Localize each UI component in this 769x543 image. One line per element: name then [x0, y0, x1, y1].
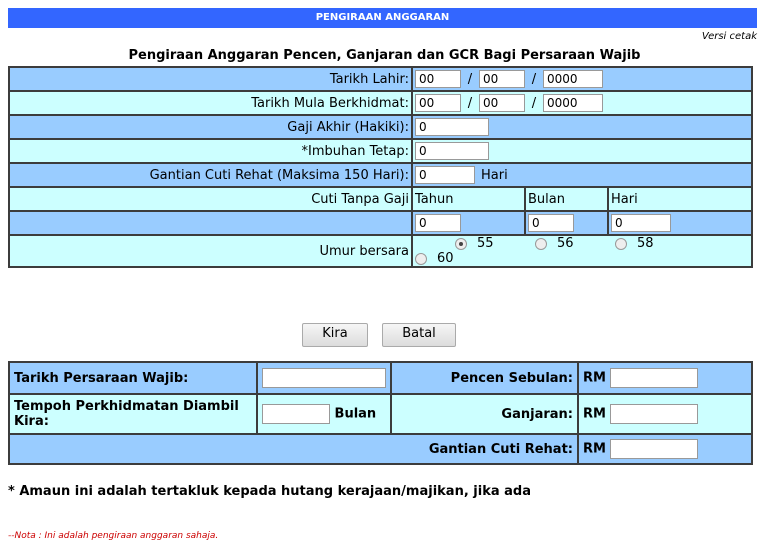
umur-option-55[interactable] — [415, 236, 535, 251]
cuti-bulan-cell — [525, 211, 608, 235]
imbuhan-tetap-input[interactable] — [415, 142, 489, 160]
tarikh-mula-year-input[interactable] — [543, 94, 603, 112]
kira-button[interactable]: Kira — [302, 323, 368, 347]
gantian-cuti-label: Gantian Cuti Rehat (Maksima 150 Hari): — [9, 163, 412, 187]
tempoh-perkhidmatan-output[interactable] — [262, 404, 330, 424]
cuti-hari-header: Hari — [608, 187, 752, 211]
gantian-cuti-rehat-label: Gantian Cuti Rehat: — [9, 434, 578, 464]
pencen-sebulan-output[interactable] — [610, 368, 698, 388]
gaji-akhir-label: Gaji Akhir (Hakiki): — [9, 115, 412, 139]
gantian-cuti-input[interactable] — [415, 166, 475, 184]
cuti-tahun-cell — [412, 211, 525, 235]
gantian-cuti-cell — [412, 163, 752, 187]
form-title: Pengiraan Anggaran Pencen, Ganjaran dan GCR Bagi Persaraan Wajib — [128, 48, 641, 63]
cuti-tahun-input[interactable] — [415, 214, 461, 232]
tarikh-lahir-label: Tarikh Lahir: — [9, 67, 412, 91]
gantian-cuti-rehat-output[interactable] — [610, 439, 698, 459]
calculation-form-table — [8, 66, 753, 268]
radio-icon[interactable] — [415, 253, 427, 265]
tarikh-mula-label: Tarikh Mula Berkhidmat: — [9, 91, 412, 115]
tempoh-perkhidmatan-label: Tempoh Perkhidmatan Diambil Kira: — [9, 394, 257, 434]
umur-option-label: 60 — [437, 251, 454, 266]
umur-option-56[interactable] — [535, 236, 615, 251]
tarikh-mula-cell: 00 /00 /0000 — [412, 91, 752, 115]
gaji-akhir-cell — [412, 115, 752, 139]
cuti-tanpa-gaji-label: Cuti Tanpa Gaji — [9, 187, 412, 211]
radio-icon[interactable] — [615, 238, 627, 250]
gantian-cuti-rehat-cell — [578, 434, 752, 464]
cuti-tahun-header: Tahun — [412, 187, 525, 211]
tarikh-persaraan-output[interactable] — [262, 368, 386, 388]
batal-button[interactable]: Batal — [382, 323, 456, 347]
bulan-unit: Bulan — [334, 406, 377, 422]
ganjaran-output[interactable] — [610, 404, 698, 424]
print-version-link[interactable]: Versi cetak — [701, 31, 757, 42]
pencen-sebulan-cell — [578, 362, 752, 394]
currency-label: RM — [583, 441, 606, 457]
result-table — [8, 361, 753, 465]
umur-option-label: 56 — [557, 236, 574, 251]
umur-option-label: 58 — [637, 236, 654, 251]
umur-option-58[interactable] — [615, 236, 695, 251]
tarikh-persaraan-label: Tarikh Persaraan Wajib: — [9, 362, 257, 394]
tarikh-persaraan-cell — [257, 362, 391, 394]
nota-text: --Nota : Ini adalah pengiraan anggaran sahaja. — [8, 531, 219, 541]
tempoh-perkhidmatan-cell — [257, 394, 391, 434]
tarikh-mula-day-input[interactable] — [415, 94, 461, 112]
umur-bersara-label: Umur bersara — [9, 235, 412, 267]
pencen-sebulan-label: Pencen Sebulan: — [391, 362, 578, 394]
umur-option-60[interactable] — [415, 251, 471, 266]
umur-bersara-options — [412, 235, 752, 267]
cuti-hari-input[interactable] — [611, 214, 671, 232]
cuti-input-row-spacer — [9, 211, 412, 235]
tarikh-mula-month-input[interactable] — [479, 94, 525, 112]
currency-label: RM — [583, 406, 606, 422]
tarikh-lahir-year-input[interactable] — [543, 70, 603, 88]
tarikh-lahir-day-input[interactable] — [415, 70, 461, 88]
imbuhan-tetap-label: *Imbuhan Tetap: — [9, 139, 412, 163]
umur-option-label: 55 — [477, 236, 494, 251]
cuti-bulan-header: Bulan — [525, 187, 608, 211]
tarikh-lahir-cell: 00 /00 /0000 — [412, 67, 752, 91]
footnote-text: * Amaun ini adalah tertakluk kepada hutang kerajaan/majikan, jika ada — [8, 484, 532, 499]
gaji-akhir-input[interactable] — [415, 118, 489, 136]
ganjaran-cell — [578, 394, 752, 434]
radio-icon[interactable] — [535, 238, 547, 250]
cuti-hari-cell — [608, 211, 752, 235]
radio-icon[interactable] — [455, 238, 467, 250]
tarikh-lahir-month-input[interactable] — [479, 70, 525, 88]
currency-label: RM — [583, 370, 606, 386]
ganjaran-label: Ganjaran: — [391, 394, 578, 434]
imbuhan-tetap-cell — [412, 139, 752, 163]
gantian-cuti-unit: Hari — [481, 167, 508, 183]
cuti-bulan-input[interactable] — [528, 214, 574, 232]
page-header-bar: PENGIRAAN ANGGARAN — [8, 8, 757, 28]
